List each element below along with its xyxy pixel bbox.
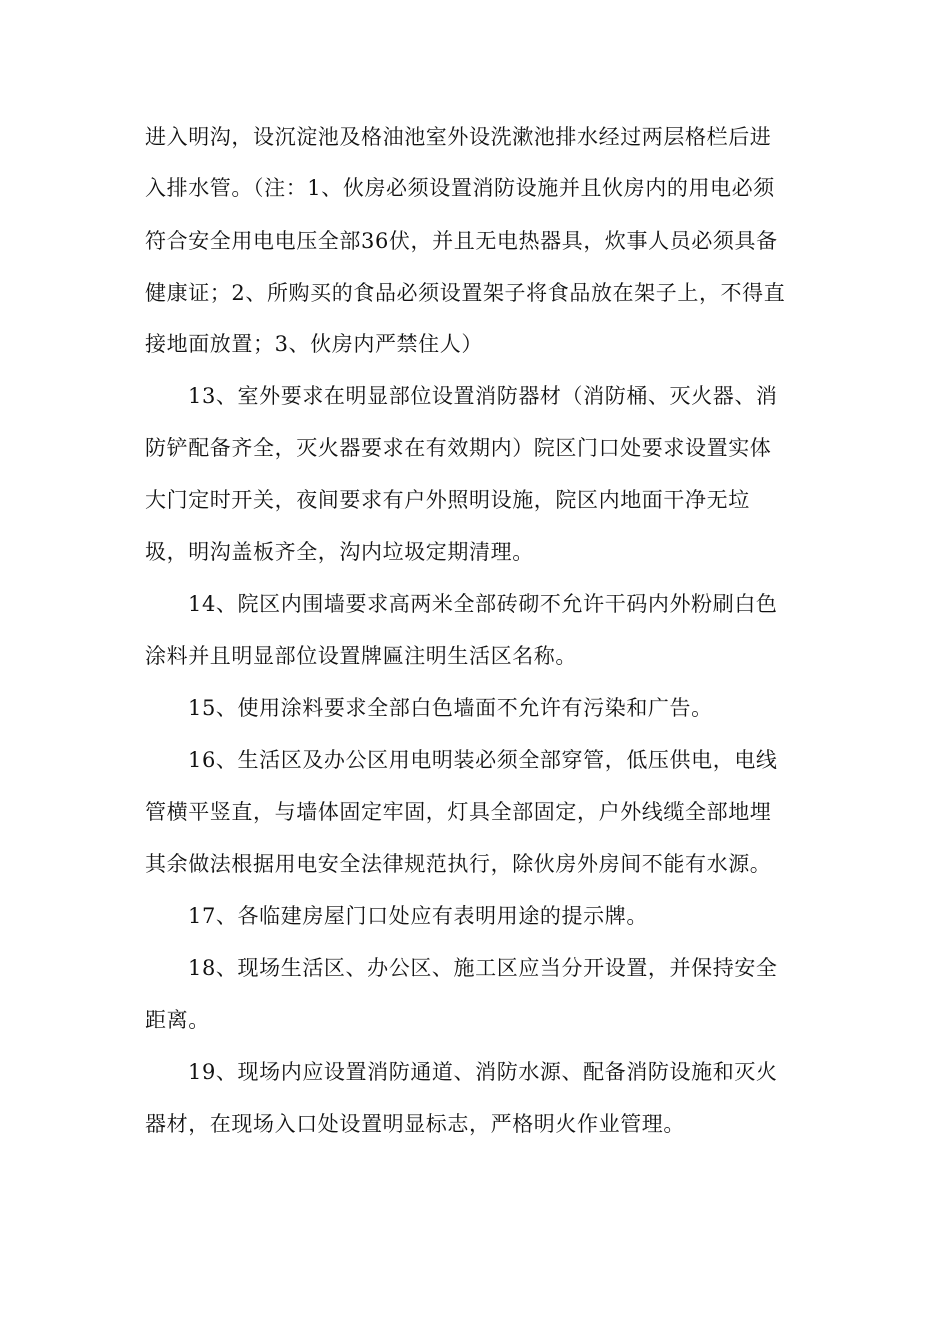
text-line: 接地面放置；3、伙房内严禁住人） [145,332,483,356]
text-line: 防铲配备齐全，灭火器要求在有效期内）院区门口处要求设置实体 [145,436,772,460]
text-line: 16、生活区及办公区用电明装必须全部穿管，低压供电，电线 [188,748,778,772]
text-line: 管横平竖直，与墙体固定牢固，灯具全部固定，户外线缆全部地埋 [145,800,772,824]
text-line: 15、使用涂料要求全部白色墙面不允许有污染和广告。 [188,696,713,720]
text-line: 距离。 [145,1008,210,1032]
text-line: 圾，明沟盖板齐全，沟内垃圾定期清理。 [145,540,534,564]
text-line: 进入明沟，设沉淀池及格油池室外设洗漱池排水经过两层格栏后进 [145,125,772,149]
text-line: 17、各临建房屋门口处应有表明用途的提示牌。 [188,904,648,928]
text-line: 涂料并且明显部位设置牌匾注明生活区名称。 [145,644,577,668]
text-line: 大门定时开关，夜间要求有户外照明设施，院区内地面干净无垃 [145,488,750,512]
text-line: 器材，在现场入口处设置明显标志，严格明火作业管理。 [145,1112,685,1136]
text-line: 入排水管。（注：1、伙房必须设置消防设施并且伙房内的用电必须 [145,176,775,200]
text-line: 符合安全用电电压全部36伏，并且无电热器具，炊事人员必须具备 [145,229,778,253]
text-line: 其余做法根据用电安全法律规范执行，除伙房外房间不能有水源。 [145,852,772,876]
text-line: 健康证；2、所购买的食品必须设置架子将食品放在架子上，不得直 [145,281,786,305]
text-line: 14、院区内围墙要求高两米全部砖砌不允许干码内外粉刷白色 [188,592,778,616]
text-line: 19、现场内应设置消防通道、消防水源、配备消防设施和灭火 [188,1060,778,1084]
text-line: 18、现场生活区、办公区、施工区应当分开设置，并保持安全 [188,956,778,980]
text-line: 13、室外要求在明显部位设置消防器材（消防桶、灭火器、消 [188,384,778,408]
